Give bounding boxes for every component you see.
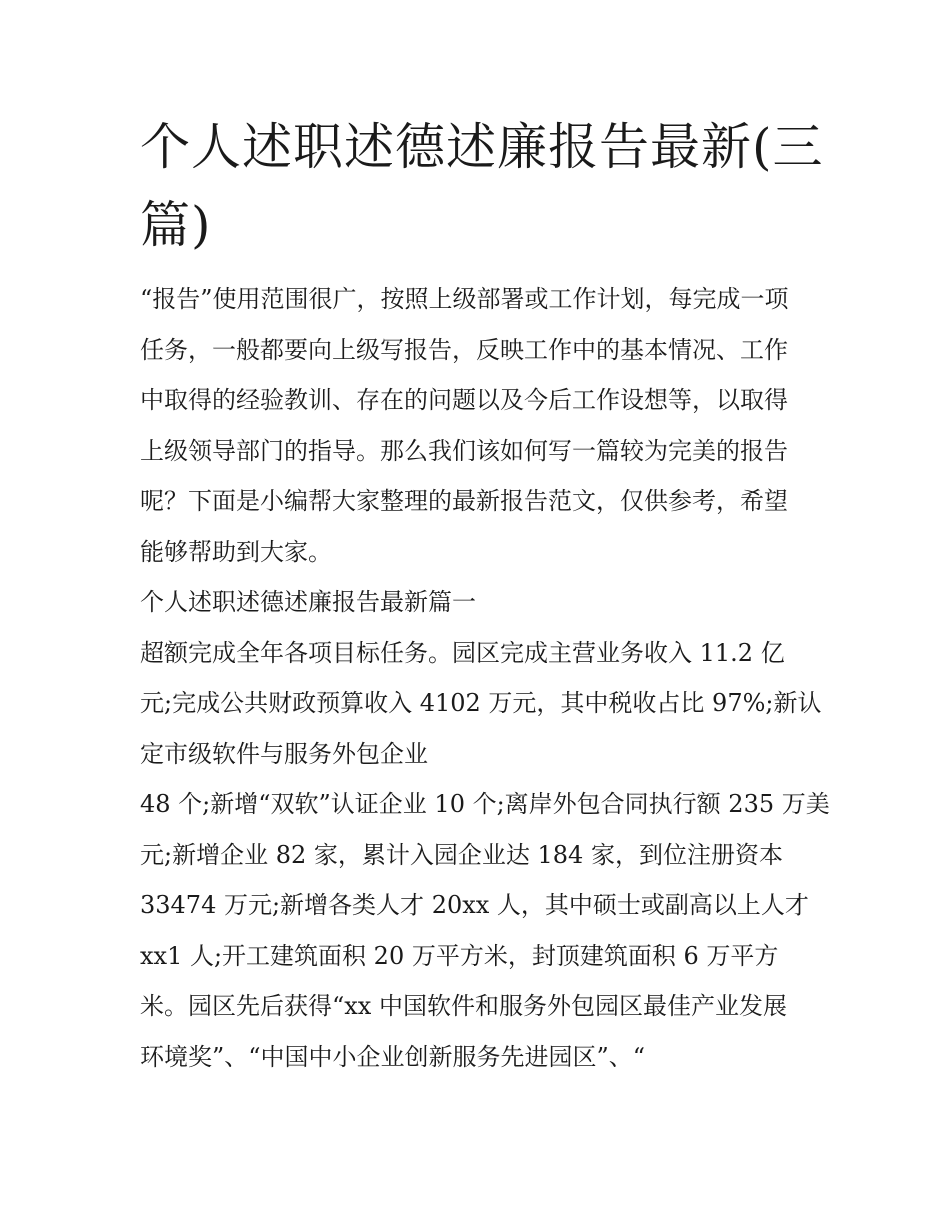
text-line: 元;完成公共财政预算收入 4102 万元，其中税收占比 97%;新认 [140, 689, 822, 717]
text-line: “报告”使用范围很广，按照上级部署或工作计划，每完成一项 [140, 285, 789, 313]
title-line: 个人述职述德述廉报告最新(三 [140, 118, 824, 176]
text-line: 超额完成全年各项目标任务。园区完成主营业务收入 11.2 亿 [140, 638, 785, 667]
intro-paragraph [140, 274, 816, 577]
text-line: 环境奖”、“中国中小企业创新服务先进园区”、“ [140, 1042, 646, 1071]
body-paragraph [140, 628, 822, 780]
title-line: 篇) [140, 196, 212, 254]
text-line: 定市级软件与服务外包企业 [140, 739, 428, 768]
body-paragraph [140, 779, 830, 1082]
text-line: 元;新增企业 82 家，累计入园企业达 184 家，到位注册资本 [140, 840, 783, 869]
text-line: xx1 人;开工建筑面积 20 万平方米，封顶建筑面积 6 万平方 [140, 941, 779, 970]
text-line: 个人述职述德述廉报告最新篇一 [140, 588, 476, 616]
document-title [140, 108, 824, 264]
text-line: 米。园区先后获得“xx 中国软件和服务外包园区最佳产业发展 [140, 992, 787, 1020]
text-line: 任务，一般都要向上级写报告，反映工作中的基本情况、工作 [140, 335, 788, 364]
section-heading [140, 577, 816, 628]
document-page [140, 108, 830, 1082]
text-line: 上级领导部门的指导。那么我们该如何写一篇较为完美的报告 [140, 436, 788, 465]
text-line: 中取得的经验教训、存在的问题以及今后工作设想等，以取得 [140, 386, 788, 414]
text-line: 呢？下面是小编帮大家整理的最新报告范文，仅供参考，希望 [140, 487, 788, 515]
text-line: 能够帮助到大家。 [140, 537, 332, 566]
text-line: 48 个;新增“双软”认证企业 10 个;离岸外包合同执行额 235 万美 [140, 790, 830, 818]
text-line: 33474 万元;新增各类人才 20xx 人，其中硕士或副高以上人才 [140, 891, 809, 919]
